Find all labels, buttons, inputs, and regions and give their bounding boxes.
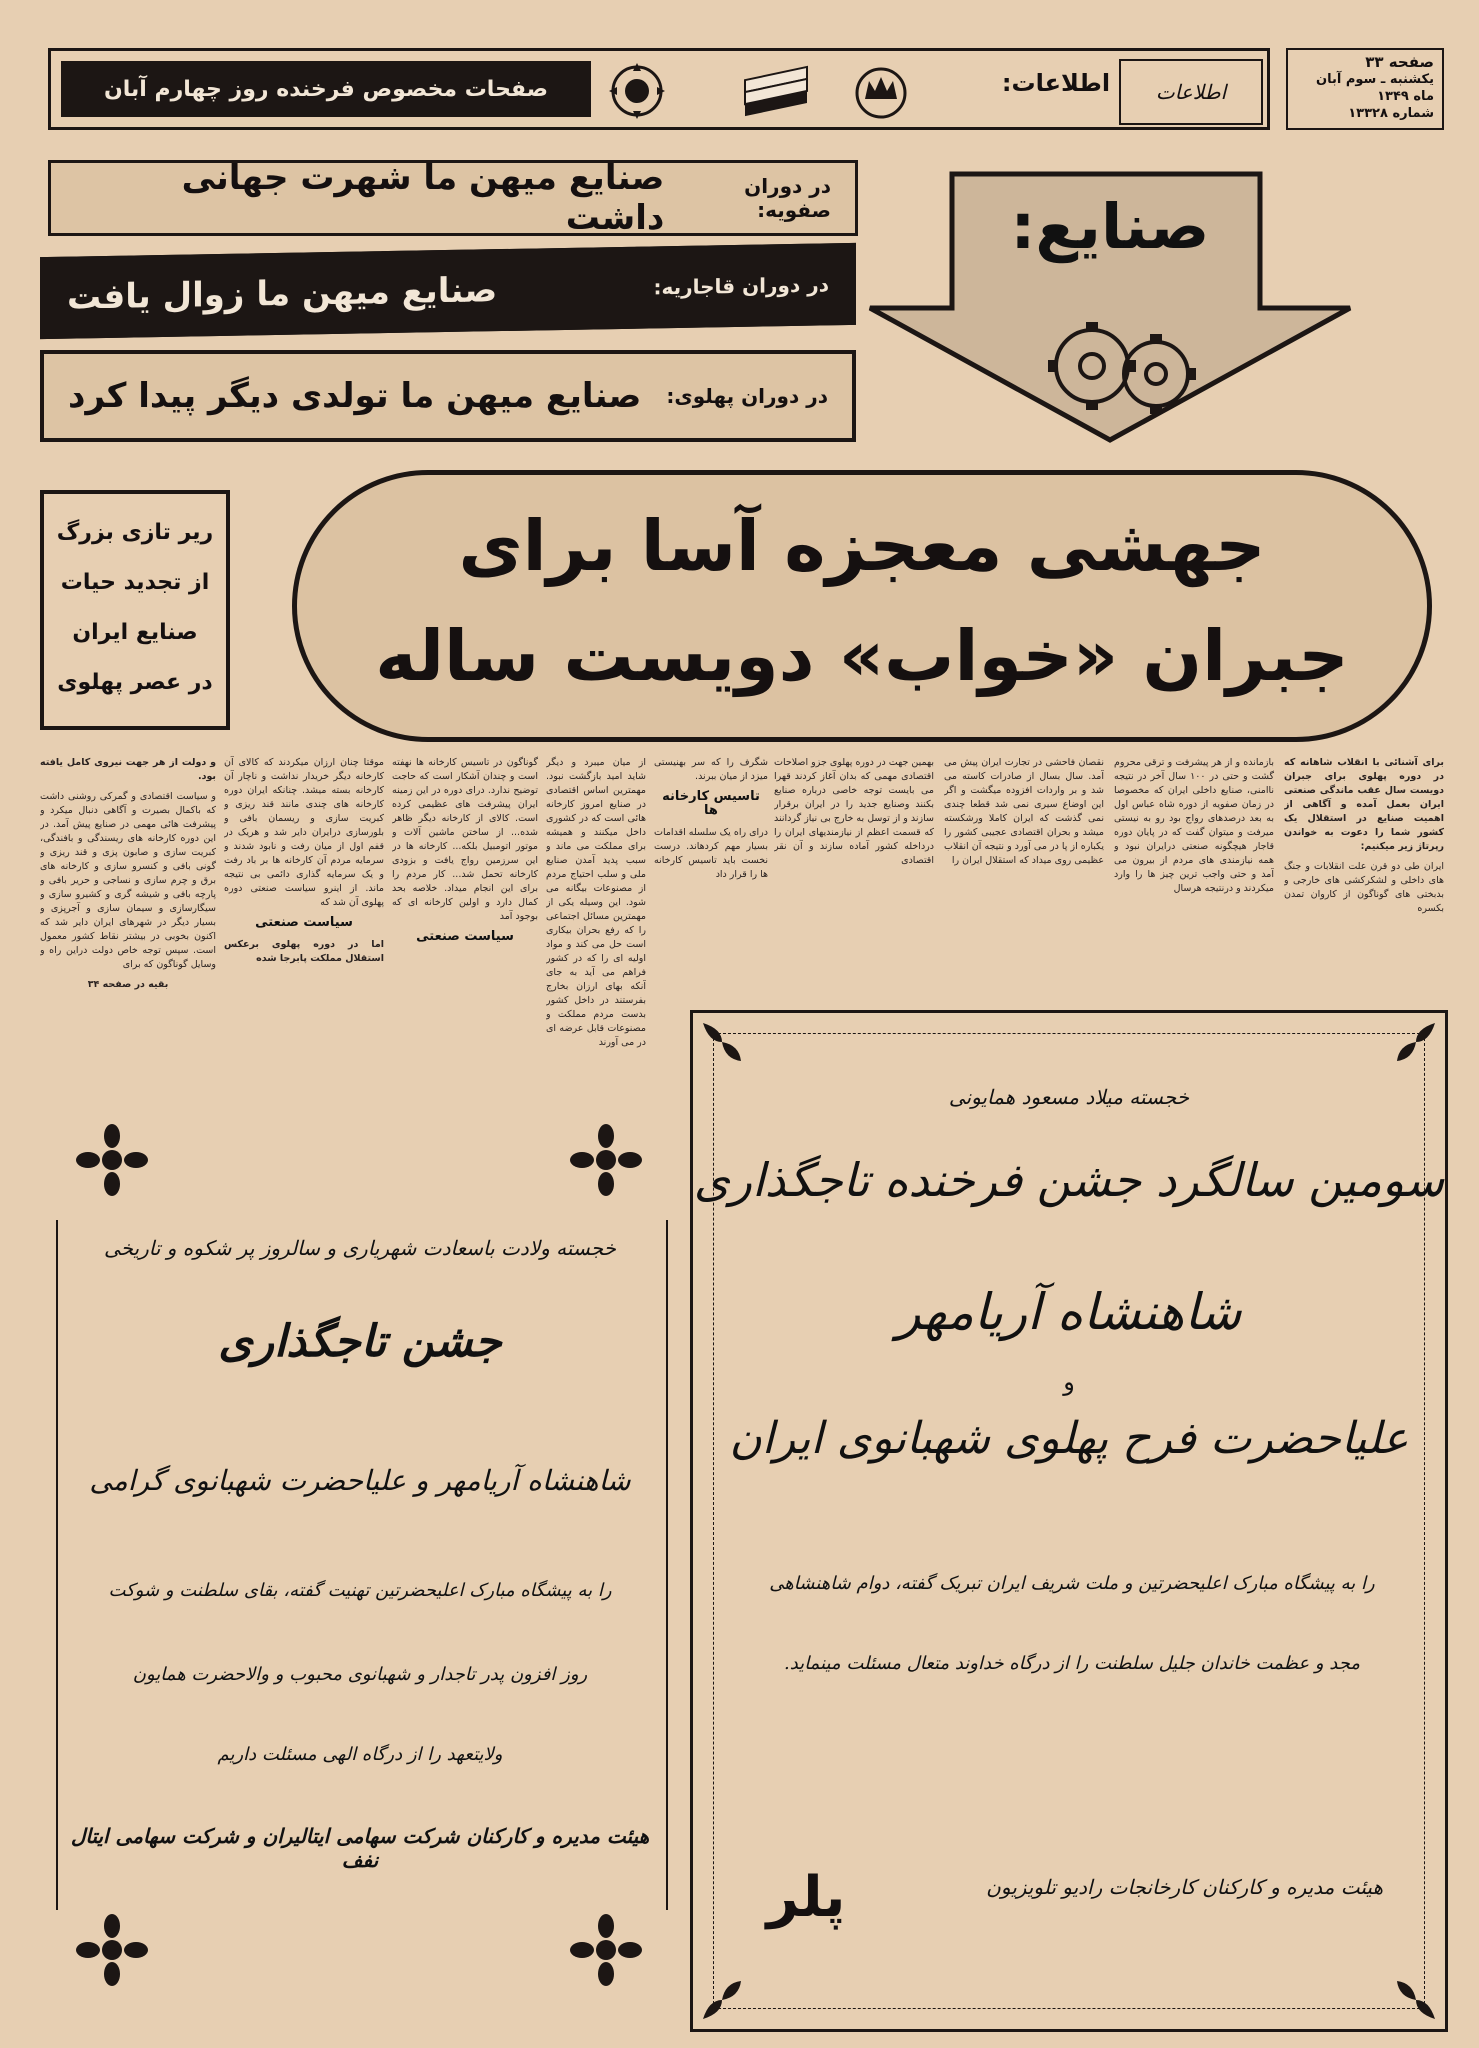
crown-emblem-icon bbox=[851, 59, 911, 123]
floral-ornament-icon bbox=[76, 1914, 148, 1986]
paper-label: اطلاعات: bbox=[1001, 69, 1111, 97]
ad-left-title: جشن تاجگذاری bbox=[218, 1316, 502, 1367]
headline-safavid bbox=[48, 160, 858, 236]
ad-right-line-4: علیاحضرت فرح پهلوی شهبانوی ایران bbox=[729, 1413, 1409, 1464]
floral-ornament-icon bbox=[570, 1124, 642, 1196]
issue-number: شماره ۱۳۳۲۸ bbox=[1348, 106, 1434, 121]
article-col-4-top-text: شگرف را که سر بهنیستی میزد از میان ببرند. bbox=[654, 757, 768, 782]
era-pahlavi: در دوران پهلوی: bbox=[666, 384, 828, 408]
article-col-5-text: از میان میبرد و دیگر شاید امید بازگشت نبود. مهمترین اساس اقتصادی در صنایع امروز کارخانه هائی است که در کشوری داخل میکنند و همیشه برای مملکت می ماند و سبب پدید آمدن صنایع ملی و سلب احتیاج مردم از مصنوعات بیگانه می شود. این وسیله یکی از مهمترین مسائل اجتماعی را که رفع بحران بیکاری است حل می کند و مواد اولیه ای را که در کشور فراهم می آید به جای آنکه بهای ارزان بخارج بفرستند در داخل کشور بدست مردم مملکت و مصنوعات قابل عرضه ای در می آورند bbox=[546, 757, 646, 1048]
ad-right bbox=[690, 1010, 1448, 2032]
subheading-industrial-policy-2: سیاست صنعتی bbox=[255, 915, 353, 930]
ad-left-line-4: ولایتعهد را از درگاه الهی مسئلت داریم bbox=[217, 1744, 503, 1765]
side-box-line-3: صنایع ایران bbox=[72, 620, 198, 645]
main-headline-line-2: جبران «خواب» دویست ساله bbox=[375, 615, 1349, 697]
subheading-industrial-policy: سیاست صنعتی bbox=[416, 929, 514, 944]
ad-left bbox=[40, 1084, 680, 2032]
ad-left-top: خجسته ولادت باسعادت شهریاری و سالروز پر شکوه و تاریخی bbox=[103, 1236, 617, 1260]
main-headline bbox=[292, 470, 1432, 742]
headline-safavid-text: صنایع میهن ما شهرت جهانی داشت bbox=[181, 158, 665, 238]
paper-logo-text: اطلاعات bbox=[1155, 80, 1227, 104]
ad-right-line-2: شاهنشاه آریامهر bbox=[896, 1283, 1242, 1341]
banner-text: صفحات مخصوص فرخنده روز چهارم آبان bbox=[103, 76, 549, 102]
article-col-5 bbox=[546, 756, 646, 1056]
floral-ornament-icon bbox=[76, 1124, 148, 1196]
gear-icon bbox=[1034, 300, 1214, 430]
article-col-6b-text: اما در دوره پهلوی برعکس استقلال مملکت پابرجا شده bbox=[224, 939, 384, 964]
headline-pahlavi-text: صنایع میهن ما تولدی دیگر پیدا کرد bbox=[68, 376, 642, 416]
ad-left-line-2: را به پیشگاه مبارک اعلیحضرتین تهنیت گفته، بقای سلطنت و شوکت bbox=[108, 1580, 612, 1601]
article-col-4-left bbox=[654, 756, 768, 996]
article-col-1b-text: ایران طی دو قرن علت انقلابات و جنگ های داخلی و لشکرکشی های خارجی و بدبختی های گوناگون از کاروان تمدن بکسره bbox=[1284, 861, 1444, 914]
side-box-line-2: از تجدید حیات bbox=[60, 570, 210, 595]
ad-left-sign: هیئت مدیره و کارکنان شرکت سهامی ایتالیران و شرکت سهامی ایتال نفف bbox=[70, 1824, 650, 1872]
continued-note: بقیه در صفحه ۳۴ bbox=[87, 979, 169, 990]
pilot-logo: پلر bbox=[766, 1865, 846, 1930]
article-col-4-text: بهمین جهت در دوره پهلوی جزو اصلاحات اقتصادی مهمی که بدان آغاز کردند قهرا می بایست توجه خاصی درباره صنایع بکنند وصنایع جدید را در ایران برقرار سازند و از توسل به خارج بی نیاز گردانند که قسمت اعظم از نیازمندیهای ایران را درداخله کشور آماده سازند و آن نقر اقتصادی bbox=[774, 757, 934, 866]
ad-right-sign: هیئت مدیره و کارکنان کارخانجات رادیو تلویزیون bbox=[986, 1875, 1383, 1899]
article-col-8 bbox=[40, 756, 216, 1076]
date-box bbox=[1286, 48, 1444, 130]
ad-left-line-3: روز افزون پدر تاجدار و شهبانوی محبوب و والاحضرت همایون bbox=[132, 1664, 588, 1685]
article-col-1-text: برای آشنائی با انقلاب شاهانه که در دوره پهلوی برای جبران دویست سال عقب ماندگی صنعتی ایران بعمل آمده و آگاهی از اهمیت صنایع در استقلال یک کشور شما را دعوت به خواندن رپرتاژ زیر میکنیم: bbox=[1284, 757, 1444, 852]
side-box-line-4: در عصر پهلوی bbox=[57, 670, 213, 695]
headline-pahlavi bbox=[40, 350, 856, 442]
headline-qajar-text: صنایع میهن ما زوال یافت bbox=[67, 270, 498, 318]
subheading-factories: تاسیس کارخانه ها bbox=[662, 789, 760, 818]
date-line: یکشنبه ـ سوم آبان ماه ۱۳۴۹ bbox=[1316, 72, 1434, 104]
lion-sun-emblem-icon bbox=[607, 59, 667, 123]
article-col-3-text: نقصان فاحشی در تجارت ایران پیش می آمد. سال بسال از صادرات کاسته می شد و بر واردات افزوده میگشت و اگر این اوضاع سیری نمی شد قطعا چندی نمی گذشت که ایران کاملا ورشکسته میشد و بحران اقتصادی عجیبی کشور را یکباره از پا در می آورد و نتیجه آن انقلاب عظیمی روی میداد که استقلال ایران را bbox=[944, 757, 1104, 866]
main-headline-line-1: جهشی معجزه آسا برای bbox=[458, 505, 1266, 587]
page-number: صفحه ۳۳ bbox=[1365, 53, 1434, 71]
masthead bbox=[48, 48, 1270, 130]
article-col-4b-text: درای راه یک سلسله اقدامات بسیار مهم کردهاند. درست نخست باید تاسیس کارخانه ها را قرار داد bbox=[654, 827, 768, 880]
masthead-banner bbox=[61, 61, 591, 117]
article-col-6 bbox=[392, 756, 538, 1074]
era-safavid: در دوران صفویه: bbox=[744, 174, 831, 222]
ad-right-line-6: مجد و عظمت خاندان جلیل سلطنت را از درگاه خداوند متعال مسئلت مینماید. bbox=[784, 1653, 1360, 1674]
side-box-line-1: ریر تازی بزرگ bbox=[56, 520, 214, 545]
ad-right-line-5: را به پیشگاه مبارک اعلیحضرتین و ملت شریف ایران تبریک گفته، دوام شاهنشاهی bbox=[769, 1573, 1375, 1594]
era-qajar: در دوران قاجاریه: bbox=[653, 272, 829, 300]
article-col-7-text: موقتا چنان ارزان میکردند که کالای آن کارخانه دیگر خریدار نداشت و ناچار آن کارخانه بسته میشد. چنانکه ایران دوره کارخانه های چندی مانند قند ریزی و کبریت سازی و ریسمان بافی و بلورسازی درایران دایر شد و هریک در قفم اول از میان رفت و نابود شدند و سرمایه مردم آن کارخانه ها بر باد رفت و یک سرمایه گذاری دائمی بی نتیجه ماند. از اینرو سیاست صنعتی دوره پهلوی آن شد که bbox=[224, 757, 384, 908]
ad-right-line-3: و bbox=[1063, 1368, 1075, 1396]
article-col-2-text: بازمانده و از هر پیشرفت و ترقی محروم گشت و حتی در ۱۰۰ سال آخر در نتیجه ناامنی، صنایع داخلی ایران که مخصوصا در زمان صفویه از دوره شاه عباس اول به بعد درصدهای رواج بود رو به نیستی میرفت و میتوان گفت که در پایان دوره قاجار هیچگونه صنعتی درایران نبود و همه نیازمندی های مردم از بیرون می آمد و حتی واجب ترین چیز ها را وارد میکردند و درنتیجه هرسال bbox=[1114, 757, 1274, 894]
side-box bbox=[40, 490, 230, 730]
article-col-7 bbox=[224, 756, 384, 1072]
arrow-title: صنایع: bbox=[1010, 190, 1210, 263]
article-col-8-top-text: و دولت از هر جهت نیروی کامل یافته بود. bbox=[40, 757, 216, 782]
ad-right-line-1: سومین سالگرد جشن فرخنده تاجگذاری bbox=[693, 1153, 1445, 1207]
paper-logo bbox=[1119, 59, 1263, 125]
headline-qajar bbox=[40, 243, 856, 339]
ad-right-top: خجسته میلاد مسعود همایونی bbox=[948, 1085, 1190, 1109]
floral-ornament-icon bbox=[570, 1914, 642, 1986]
ad-left-line-1: شاهنشاه آریامهر و علیاحضرت شهبانوی گرامی bbox=[89, 1464, 631, 1497]
article-col-6-text: گوناگون در تاسیس کارخانه ها نهفته است و چندان آشکار است که حاجت توضیح ندارد. درای دوره در این زمینه ایران پیشرفت های عظیمی کرده است. کالای از کارخانه دیگر ظاهر شده... از ساختن ماشین آلات و موتور اتومبیل بلکه... کارخانه ها در این سرزمین رواج یافت و بزودی کارخانه تحمل شد... کار مردم را برای این انجام میداد. خلاصه بحد کمال دارد و اولین کارخانه ای که بوجود آمد bbox=[392, 757, 538, 922]
article-col-8-text: و سیاست اقتصادی و گمرکی روشنی داشت که باکمال بصیرت و آگاهی دنبال میکرد و پیشرفت هائی مهمی در صنایع پیش آمد. در این دوره کارخانه های ریسندگی و بافندگی، کبریت سازی و صابون پزی و قند ریزی و گونی بافی و کنسرو سازی و کارخانه های برق و چرم سازی و نساجی و حریر بافی و پارچه بافی و شیشه گری و کشیرو سازی و سیگارسازی و سیمان سازی و آجرپزی و بسیار دیگر در شهرهای ایران دایر شد که اکنون بخوبی در بیشتر نقاط کشور معمول است. سپس توجه خاص دولت دراین راه و وسایل گوناگون که برای bbox=[40, 791, 216, 970]
flag-icon bbox=[741, 65, 811, 119]
